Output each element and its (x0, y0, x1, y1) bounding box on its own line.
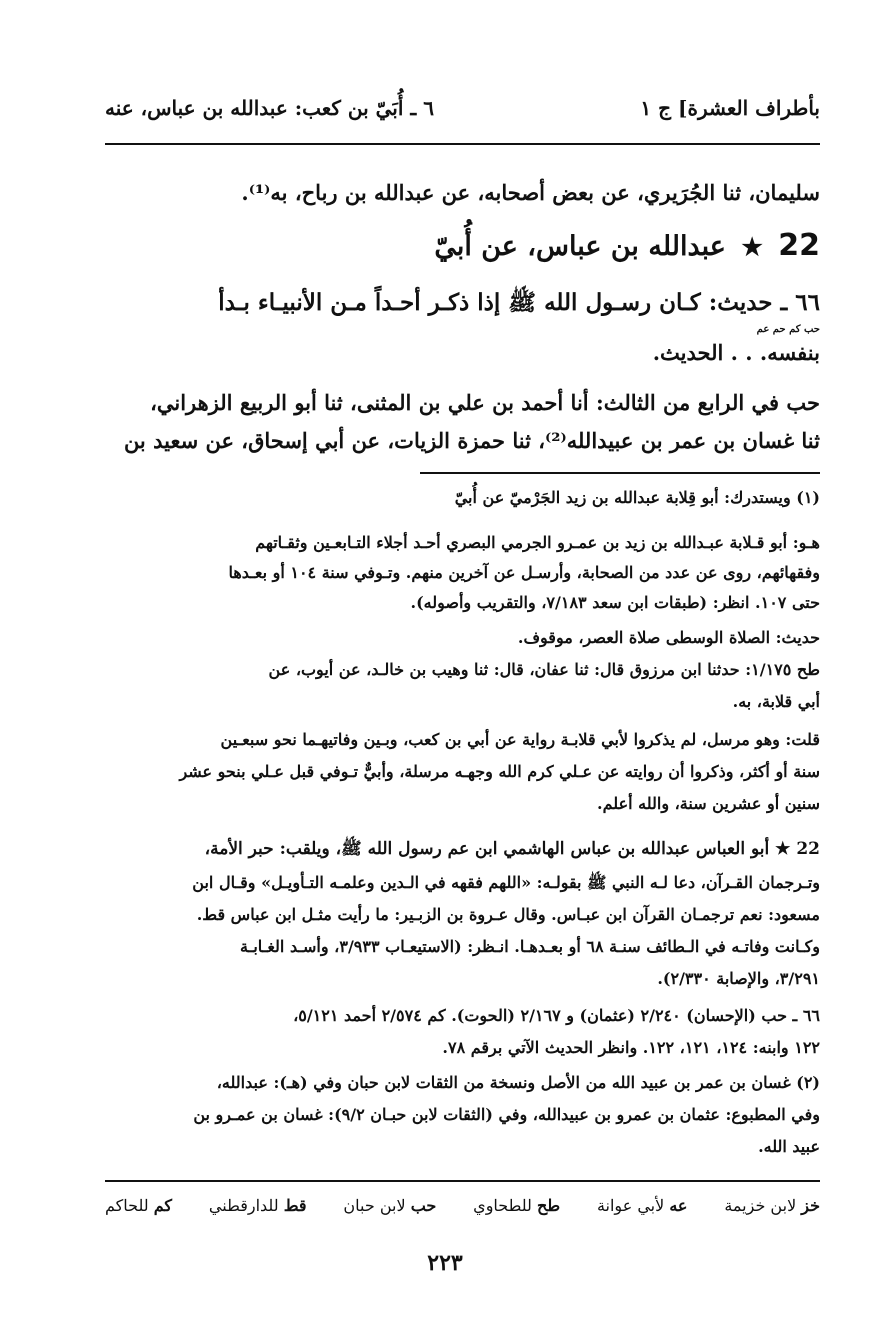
footnote-line: طح ١/١٧٥: حدثنا ابن مرزوق قال: ثنا عفان، قال: ثنا وهيب بن خالـد، عن أيوب، عن (268, 660, 820, 679)
footnote-line: سنين أو عشرين سنة، والله أعلم. (597, 794, 820, 813)
header-rule (105, 143, 820, 145)
main-text-2: ثنا غسان بن عمر بن عبيدالله⁽²⁾، ثنا حمزة الزيات، عن أبي إسحاق، عن سعيد بن (123, 428, 820, 453)
footnote-line: وتـرجمان القـرآن، دعا لـه النبي ﷺ بقولـه: «اللهم فقهه في الـدين وعلمـه التـأويـل» وقـال ابن (192, 873, 820, 892)
entry-number: 22 (778, 228, 820, 263)
legend-item: عه لأبي عوانة (596, 1196, 688, 1215)
legend-item: كم للحاكم (105, 1196, 173, 1215)
footnote-line: وفي المطبوع: عثمان بن عمرو بن عبيدالله، وفي (الثقات لابن حبـان ٩/٢): غسان بن عمـرو بن (193, 1105, 820, 1124)
footnote-rule (420, 472, 820, 474)
header-left: ٦ ـ أُبَيّ بن كعب: عبدالله بن عباس، عنه (105, 96, 434, 120)
header-right: بأطراف العشرة] ج ١ (640, 96, 820, 120)
entry-title: عبدالله بن عباس، عن أُبيّ (434, 231, 726, 262)
hadith-line: ٦٦ ـ حديث: كـان رسـول الله ﷺ إذا ذكـر أحـداً مـن الأنبيـاء بـدأ (218, 289, 820, 316)
hadith-source-marks: حب كم حم عم (756, 324, 820, 335)
footnote-line: سنة أو أكثر، وذكروا أن روايته عن عـلي كرم الله وجهـه مرسلة، وأبيٌّ تـوفي قبل عـلي بنحو عشر (179, 762, 820, 781)
footnote-line: ٣/٢٩١، والإصابة ٢/٣٣٠). (657, 969, 820, 988)
star-icon: ★ (741, 232, 763, 261)
footnote-line: هـو: أبو قـلابة عبـدالله بن زيد بن عمـرو الجرمي البصري أحـد أجلاء التـابعـين وثقـاتهم (255, 533, 820, 552)
running-header (105, 88, 820, 128)
legend-rule (105, 1180, 820, 1182)
footnote-line: (٢) غسان بن عمر بن عبيد الله من الأصل ونسخة من الثقات لابن حبان وفي (هـ): عبدالله، (216, 1073, 820, 1092)
abbreviation-legend (105, 1196, 820, 1215)
footnote-line: عبيد الله. (758, 1137, 820, 1156)
footnote-line: ١٢٢ وابنه: ١٢٤، ١٢١، ١٢٢. وانظر الحديث الآتي برقم ٧٨. (442, 1038, 820, 1057)
legend-item: قط للدارقطني (208, 1196, 307, 1215)
hadith-line-2: بنفسه. . . الحديث. (652, 340, 820, 365)
footnote-line: 22 ★ أبو العباس عبدالله بن عباس الهاشمي ابن عم رسول الله ﷺ، ويلقب: حبر الأمة، (204, 839, 820, 859)
entry-heading (105, 228, 820, 263)
footnote-line: ٦٦ ـ حب (الإحسان) ٢/٢٤٠ (عثمان) و ٢/١٦٧ (الحوت). كم ٢/٥٧٤ أحمد ٥/١٢١، (293, 1006, 820, 1025)
legend-item: طح للطحاوي (473, 1196, 561, 1215)
footnote-line: قلت: وهو مرسل، لم يذكروا لأبي قلابـة رواية عن أبي بن كعب، وبـين وفاتيهـما نحو سبعـين (220, 730, 820, 749)
footnote-line: أبي قلابة، به. (732, 692, 820, 711)
legend-item: حب لابن حبان (343, 1196, 437, 1215)
footnote-line: (١) ويستدرك: أبو قِلابة عبدالله بن زيد الجَرْميّ عن أُبيّ (454, 488, 820, 507)
legend-item: خز لابن خزيمة (724, 1196, 820, 1215)
main-line-1: سليمان، ثنا الجُرَيري، عن بعض أصحابه، عن عبدالله بن رباح، به⁽¹⁾. (241, 180, 820, 205)
page-number: ٢٢٣ (427, 1250, 463, 1276)
footnote-line: حتى ١٠٧. انظر: (طبقات ابن سعد ٧/١٨٣، والتقريب وأصوله). (410, 593, 820, 612)
main-text-1: حب في الرابع من الثالث: أنا أحمد بن علي بن المثنى، ثنا أبو الربيع الزهراني، (150, 390, 820, 415)
footnote-line: حديث: الصلاة الوسطى صلاة العصر، موقوف. (517, 628, 820, 647)
footnote-line: مسعود: نعم ترجمـان القرآن ابن عبـاس. وقال عـروة بن الزبـير: ما رأيت مثـل ابن عباس قط. (196, 905, 820, 924)
footnote-line: وفقهائهم، روى عن عدد من الصحابة، وأرسـل عن آخرين منهم. وتـوفي سنة ١٠٤ أو بعـدها (228, 563, 820, 582)
footnote-line: وكـانت وفاتـه في الـطائف سنـة ٦٨ أو بعـدهـا. انـظر: (الاستيعـاب ٣/٩٣٣، وأسـد الغـابـة (240, 937, 820, 956)
